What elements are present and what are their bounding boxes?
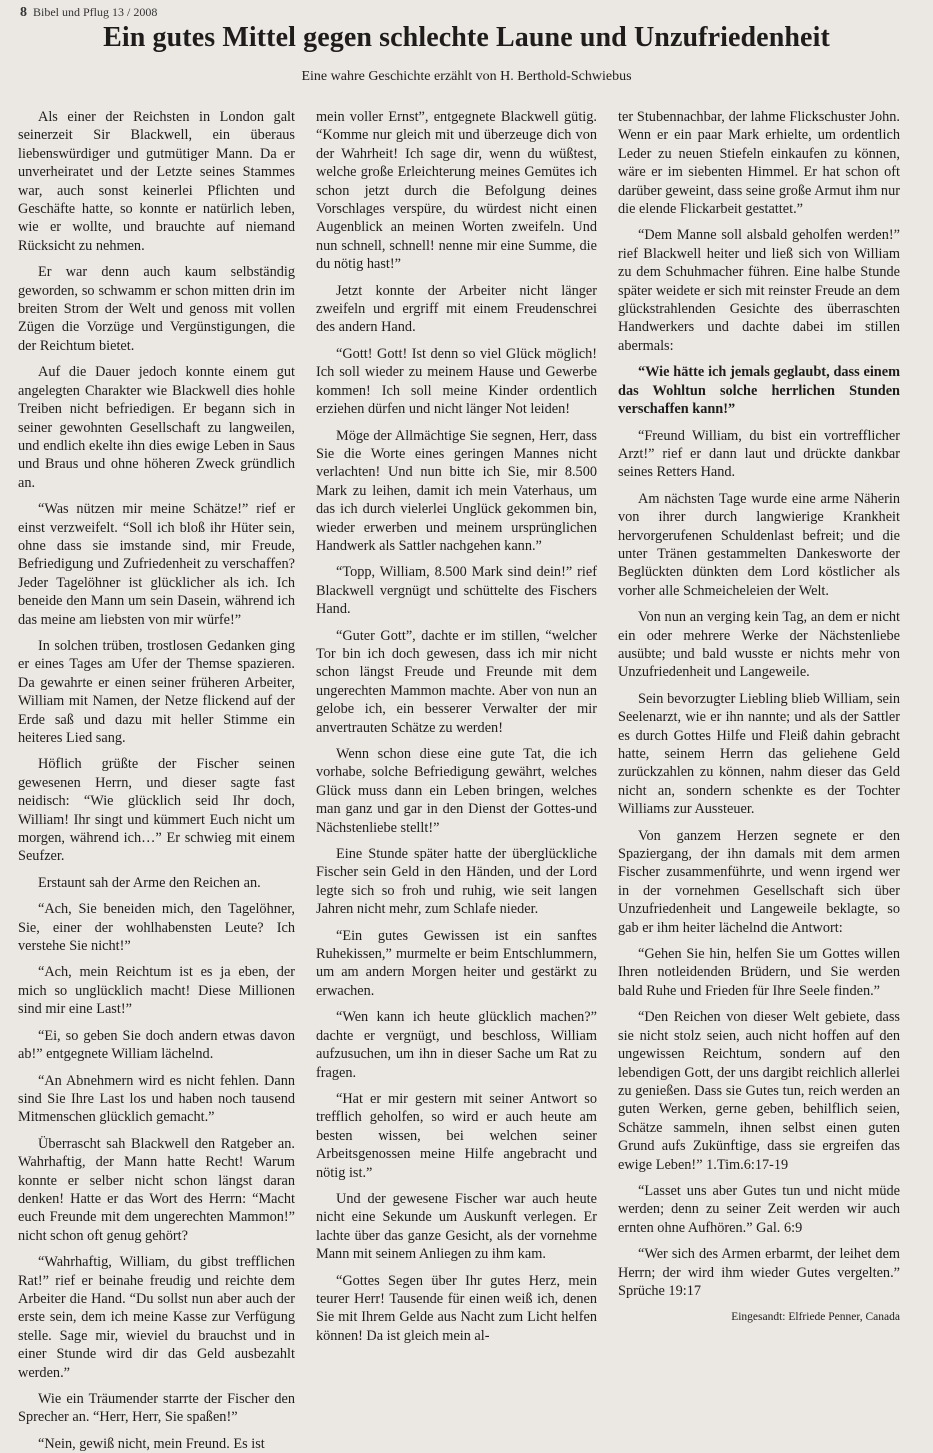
paragraph: Und der gewesene Fischer war auch heute nicht eine Sekunde um Auskunft verlegen. Er lachte über das ganze Gesicht, als der vornehme Mann mit seinem Anliegen zu ihm kam. (316, 1190, 597, 1263)
paragraph: “Guter Gott”, dachte er im stillen, “welcher Tor bin ich doch gewesen, dass ich mir nicht schon längst Freude und Freunde mit dem ungerechten Mammon machte. Aber von nun an gelobe ich, ein besserer Verwalter der mir anvertrauten Schätze zu werden! (316, 627, 597, 736)
paragraph: Von ganzem Herzen segnete er den Spaziergang, der ihn damals mit dem armen Fischer zusammenführte, und wenn irgend wer in der vornehmen Gesellschaft sich über Unzufriedenheit und Langeweile beklagte, so gab er ihm heiter lächelnd die Antwort: (618, 827, 900, 936)
paragraph: Wenn schon diese eine gute Tat, die ich vorhabe, solche Befriedigung gewährt, welches Glück muss dann ein Leben bringen, welches man ganz und gar in den Dienst der Gottes-und Nächstenliebe stellt!” (316, 746, 597, 836)
paragraph: mein voller Ernst”, entgegnete Blackwell gütig. “Komme nur gleich mit und überzeuge dich von der Wahrheit! Ich sage dir, wenn du wüßtest, welche große Erleichterung meines Gemütes ich schon jetzt durch die Befolgung deines Vorschlages verspüre, du würdest nicht einen Augenblick an meinen Worten zweifeln. Und nun schnell, schnell! nenne mir eine Summe, die du nötig hast!” (316, 109, 597, 273)
paragraph: “Gehen Sie hin, helfen Sie um Gottes willen Ihren notleidenden Brüdern, und Sie werden bald Ruhe und Frieden für Ihre Seele finden.” (618, 946, 900, 999)
publication-info: Bibel und Pflug 13 / 2008 (33, 5, 158, 19)
paragraph: Erstaunt sah der Arme den Reichen an. (38, 874, 261, 891)
page-number: 8 (20, 5, 27, 20)
paragraph: Als einer der Reichsten in London galt seinerzeit Sir Blackwell, ein überaus liebenswürdiger und gutmütiger Mann. Da er unverheiratet und der Letzte seines Stammes war, auch sonst keinerlei Pflichten und Geschäfte hatte, so konnte er natürlich leben, wie er wollte, und brauchte auf niemand Rücksicht zu nehmen. (18, 109, 295, 254)
paragraph: “Nein, gewiß nicht, mein Freund. Es ist (38, 1435, 265, 1452)
paragraph: “Hat er mir gestern mit seiner Antwort so trefflich geholfen, so wird er auch heute am besten wissen, bei welchen seiner Arbeitsgenossen meine Hilfe angebracht und nötig ist.” (316, 1090, 597, 1181)
paragraph: “Dem Manne soll alsbald geholfen werden!” rief Blackwell heiter und ließ sich von William zu dem Schuhmacher führen. Eine halbe Stunde später weidete er sich mit reinster Freude an dem glückstrahlenden Gesichte des überraschten Handwerkers und dachte dabei im stillen abermals: (618, 227, 900, 354)
article-title: Ein gutes Mittel gegen schlechte Laune und Unzufriedenheit (103, 22, 830, 53)
bible-quote: “Den Reichen von dieser Welt gebiete, dass sie nicht stolz seien, auch nicht hoffen auf den ungewissen Reichtum, sondern auf den lebendigen Gott, der uns dargibt reichlich allerlei zu genießen. Dass sie Gutes tun, reich werden an guten Werken, gerne geben, behilflich seien, Schätze sammeln, ihnen selbst einen guten Grund aufs Zukünftige, dass sie ergreifen das ewige Leben!” 1.Tim.6:17-19 (618, 1009, 900, 1173)
highlighted-quote: “Wie hätte ich jemals geglaubt, dass einem das Wohltun solche herrlichen Stunden verschaffen kann!” (618, 364, 900, 418)
paragraph: “Ach, Sie beneiden mich, den Tagelöhner, Sie, einer der wohlhabensten Leute? Ich verstehe Sie nicht!” (18, 901, 295, 955)
paragraph: Eine Stunde später hatte der überglückliche Fischer sein Geld in den Händen, und der Lord legte sich so froh und ruhig, wie seit langen Jahren nicht mehr, zum Schlafe nieder. (316, 846, 597, 918)
article-column-3 (618, 108, 900, 1400)
bible-quote: “Wer sich des Armen erbarmt, der leihet dem Herrn; der wird ihm wieder Gutes vergelten.” Sprüche 19:17 (618, 1246, 900, 1299)
submitter-signature: Eingesandt: Elfriede Penner, Canada (731, 1311, 900, 1324)
article-column-2 (316, 108, 597, 1400)
page-header (20, 5, 157, 21)
paragraph: “Ei, so geben Sie doch andern etwas davon ab!” entgegnete William lächelnd. (18, 1027, 295, 1063)
paragraph: “Ach, mein Reichtum ist es ja eben, der mich so unglücklich macht! Diese Millionen sind mir eine Last!” (18, 964, 295, 1018)
paragraph: Wie ein Träumender starrte der Fischer den Sprecher an. “Herr, Herr, Sie spaßen!” (18, 1391, 295, 1426)
paragraph: “Was nützen mir meine Schätze!” rief er einst verzweifelt. “Soll ich bloß ihr Hüter sein, ohne dass sie imstande sind, mir Freude, Befriedigung und Zufriedenheit zu verschaffen? Jeder Tagelöhner ist glücklicher als ich. Ich beneide den Mann um sein Dasein, während ich das meine am liebsten von mir würfe!” (18, 501, 295, 628)
paragraph: Auf die Dauer jedoch konnte einem gut angelegten Charakter wie Blackwell dies hohle Treiben nicht befriedigen. Er begann sich in seiner gewohnten Gesellschaft zu langweilen, und endlich ekelte ihn dies ewige Leben in Saus und Braus und ohne höheren Zweck gründlich an. (18, 364, 295, 491)
paragraph: ter Stubennachbar, der lahme Flickschuster John. Wenn er ein paar Mark erhielte, um ordentlich Leder zu neuen Stiefeln einkaufen zu können, wäre er im siebenten Himmel. Er hat schon oft darüber geweint, dass seine große Armut ihm nur die elende Flickarbeit gestattet.” (618, 109, 900, 218)
paragraph: “An Abnehmern wird es nicht fehlen. Dann sind Sie Ihre Last los und haben noch tausend Mitmenschen glücklich gemacht.” (18, 1072, 295, 1126)
paragraph: “Freund William, du bist ein vortrefflicher Arzt!” rief er dann laut und drückte dankbar seines Retters Hand. (618, 427, 900, 481)
paragraph: “Topp, William, 8.500 Mark sind dein!” rief Blackwell vergnügt und schüttelte des Fischers Hand. (316, 564, 597, 618)
paragraph: “Ein gutes Gewissen ist ein sanftes Ruhekissen,” murmelte er beim Entschlummern, um am andern Morgen heiter und gestärkt zu erwachen. (316, 927, 597, 999)
paragraph: “Wahrhaftig, William, du gibst trefflichen Rat!” rief er beinahe freudig und reichte dem Arbeiter die Hand. “Du sollst nun aber auch der erste sein, dem ich meine Kasse zur Verfügung stelle. Sage mir, wieviel du brauchst und in einer Stunde wird dir das Geld ausbezahlt werden.” (18, 1254, 295, 1381)
paragraph: “Wen kann ich heute glücklich machen?” dachte er vergnügt, und beschloss, William aufzusuchen, um ihn in dieser Sache um Rat zu fragen. (316, 1009, 597, 1081)
paragraph: Sein bevorzugter Liebling blieb William, sein Seelenarzt, wie er ihn nannte; und als der Sattler es durch Gottes Hilfe und Fleiß dahin gebracht hatte, seinem Herrn das geliehene Geld zurückzahlen zu können, nahm dieser das Geld nicht an, sondern schenkte es der Tochter Williams zur Aussteuer. (618, 690, 900, 818)
paragraph: Möge der Allmächtige Sie segnen, Herr, dass Sie die Worte eines geringen Mannes nicht verlachten! Und nun bitte ich Sie, mir 8.500 Mark zu leihen, damit ich mein Vaterhaus, um das ich durch vielerlei Unglück gekommen bin, wieder erwerben und meinem ursprünglichen Handwerk als Sattler nachgehen kann.” (316, 427, 597, 554)
paragraph: Jetzt konnte der Arbeiter nicht länger zweifeln und ergriff mit einem Freudenschrei des andern Hand. (316, 282, 597, 336)
paragraph: “Gott! Gott! Ist denn so viel Glück möglich! Ich soll wieder zu meinem Hause und Gewerbe kommen! Ich soll meine Kinder ordentlich erziehen dürfen und nicht länger Not leiden! (316, 345, 597, 418)
paragraph: Höflich grüßte der Fischer seinen gewesenen Herrn, und dieser sagte fast neidisch: “Wie glücklich seid Ihr doch, William! Ihr singt und kümmert Euch nicht um morgen, während ich…” Er schwieg mit einem Seufzer. (18, 756, 295, 865)
paragraph: Er war denn auch kaum selbständig geworden, so schwamm er schon mitten drin im breiten Strom der Welt und genoss mit vollen Zügen die Vorzüge und Vergünstigungen, die der Reichtum bietet. (18, 264, 295, 354)
article-column-1 (18, 108, 295, 1452)
bible-quote: “Lasset uns aber Gutes tun und nicht müde werden; denn zu seiner Zeit werden wir auch ernten ohne Aufhören.” Gal. 6:9 (618, 1182, 900, 1236)
article-byline: Eine wahre Geschichte erzählt von H. Berthold-Schwiebus (301, 69, 632, 84)
paragraph: Überrascht sah Blackwell den Ratgeber an. Wahrhaftig, der Mann hatte Recht! Warum konnte er selber nicht schon längst daran denken! Hatte er das Wort des Herrn: “Macht euch Freunde mit dem ungerechten Mammon!” nicht schon oft genug gehört? (18, 1135, 295, 1244)
paragraph: Am nächsten Tage wurde eine arme Näherin von ihrer durch langwierige Krankheit hervorgerufenen Schuldenlast befreit; und die unter Tränen gestammelten Dankesworte der Beglückten dünkten dem Lord köstlicher als vorher alle Schmeicheleien der Welt. (618, 490, 900, 599)
paragraph: “Gottes Segen über Ihr gutes Herz, mein teurer Herr! Tausende für einen weiß ich, denen Sie mit Ihrem Gelde aus Nacht zum Licht helfen können! Da ist gleich mein al- (316, 1272, 597, 1344)
paragraph: In solchen trüben, trostlosen Gedanken ging er eines Tages am Ufer der Themse spazieren. Da gewahrte er einen seiner früheren Arbeiter, William mit Namen, der Netze flickend auf der Erde saß und dazu mit heller Stimme ein heiteres Lied sang. (18, 637, 295, 746)
paragraph: Von nun an verging kein Tag, an dem er nicht ein oder mehrere Werke der Nächstenliebe ausübte; und bald wusste er nichts mehr von Unzufriedenheit und Langeweile. (618, 609, 900, 681)
